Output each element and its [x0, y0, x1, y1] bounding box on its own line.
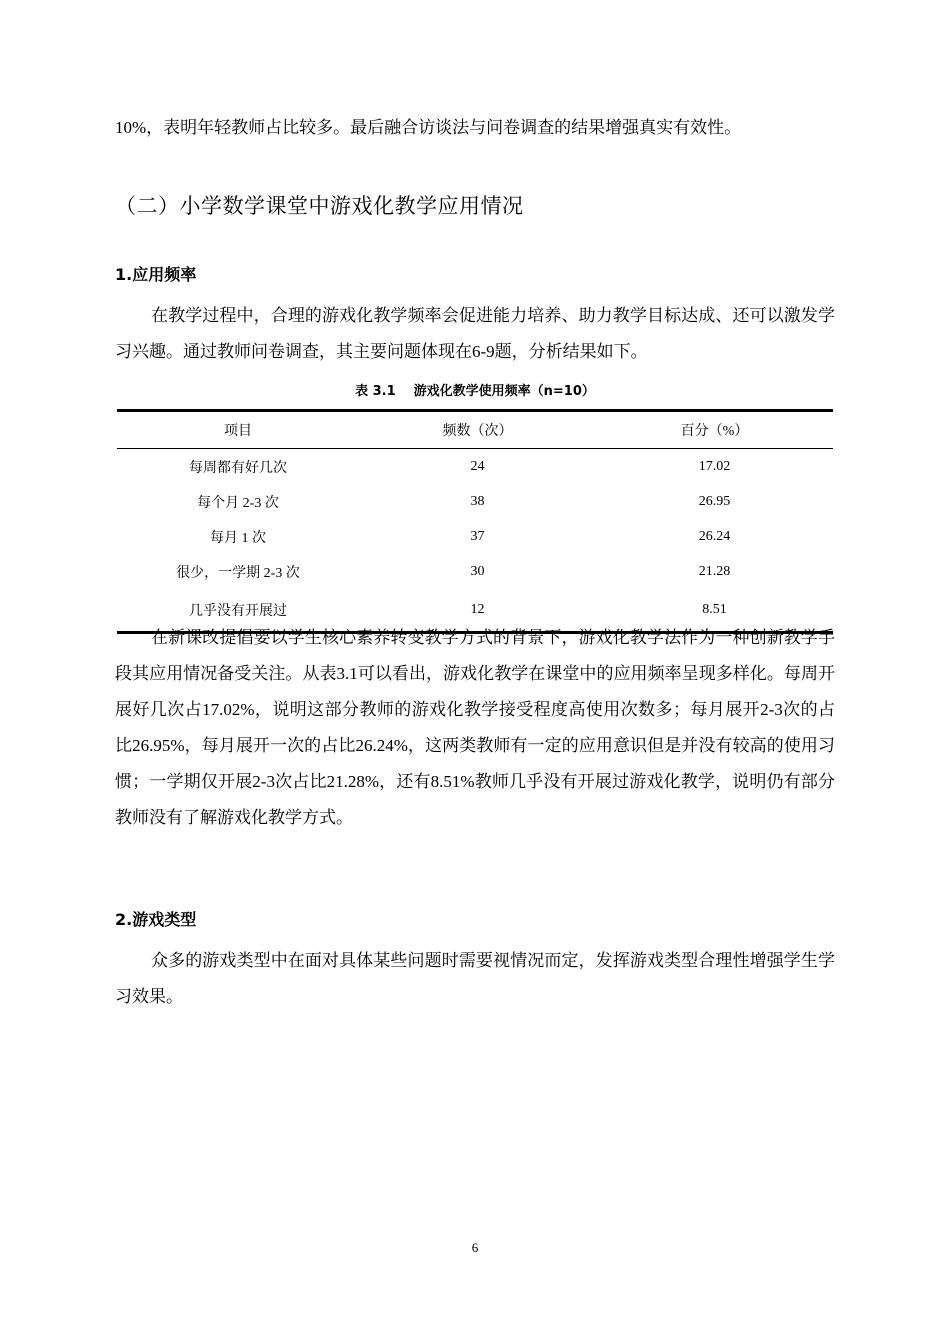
- table-caption-number: 表 3.1: [355, 384, 396, 399]
- table-row: [117, 449, 833, 485]
- table-cell: 21.28: [698, 563, 731, 579]
- table-cell: 30: [470, 563, 485, 579]
- table-cell: 每周都有好几次: [189, 460, 287, 476]
- table-row: [117, 519, 833, 554]
- table-caption: [115, 380, 835, 399]
- table-header-cell: 百分（%）: [596, 411, 833, 449]
- subsection-heading-frequency: 1.应用频率: [115, 265, 197, 284]
- table-row: [117, 484, 833, 519]
- table-cell: 每个月 2-3 次: [197, 495, 279, 511]
- table-cell: 26.24: [698, 528, 731, 544]
- paragraph-frequency-intro: 在教学过程中，合理的游戏化教学频率会促进能力培养、助力教学目标达成、还可以激发学习兴趣。通过教师问卷调查，其主要问题体现在6-9题，分析结果如下。: [115, 306, 835, 361]
- table-cell: 26.95: [698, 493, 731, 509]
- table-cell: 38: [470, 493, 485, 509]
- table-cell: 每月 1 次: [210, 530, 266, 546]
- frequency-table: [117, 409, 833, 634]
- table-cell: 24: [470, 458, 485, 474]
- section-heading: （二）小学数学课堂中游戏化教学应用情况: [115, 194, 524, 218]
- table-row: [117, 554, 833, 589]
- paragraph-intro-tail: 10%，表明年轻教师占比较多。最后融合访谈法与问卷调查的结果增强真实有效性。: [115, 118, 742, 137]
- page-number: 6: [471, 1240, 479, 1255]
- paragraph-game-types-intro: 众多的游戏类型中在面对具体某些问题时需要视情况而定，发挥游戏类型合理性增强学生学习效果。: [115, 951, 835, 1006]
- paragraph-frequency-analysis: 在新课改提倡要以学生核心素养转变教学方式的背景下，游戏化教学法作为一种创新教学手段其应用情况备受关注。从表3.1可以看出，游戏化教学在课堂中的应用频率呈现多样化。每周开展好几次占17.02%，说明这部分教师的游戏化教学接受程度高使用次数多；每月展开2-3次的占比26.95%，每月展开一次的占比26.24%，这两类教师有一定的应用意识但是并没有较高的使用习惯；一学期仅开展2-3次占比21.28%，还有8.51%教师几乎没有开展过游戏化教学，说明仍有部分教师没有了解游戏化教学方式。: [115, 628, 835, 827]
- subsection-heading-game-types: 2.游戏类型: [115, 910, 197, 929]
- table-cell: 几乎没有开展过: [117, 589, 359, 633]
- table-cell: 17.02: [698, 458, 731, 474]
- table-cell: 37: [470, 528, 485, 544]
- table-cell: 很少，一学期 2-3 次: [176, 565, 300, 581]
- table-header-row: [117, 411, 833, 449]
- table-caption-title: 游戏化教学使用频率（n=10）: [413, 384, 595, 399]
- table-header-cell: 项目: [117, 411, 359, 449]
- table-cell: 12: [359, 589, 596, 633]
- table-header-cell: 频数（次）: [359, 411, 596, 449]
- table-cell: 8.51: [596, 589, 833, 633]
